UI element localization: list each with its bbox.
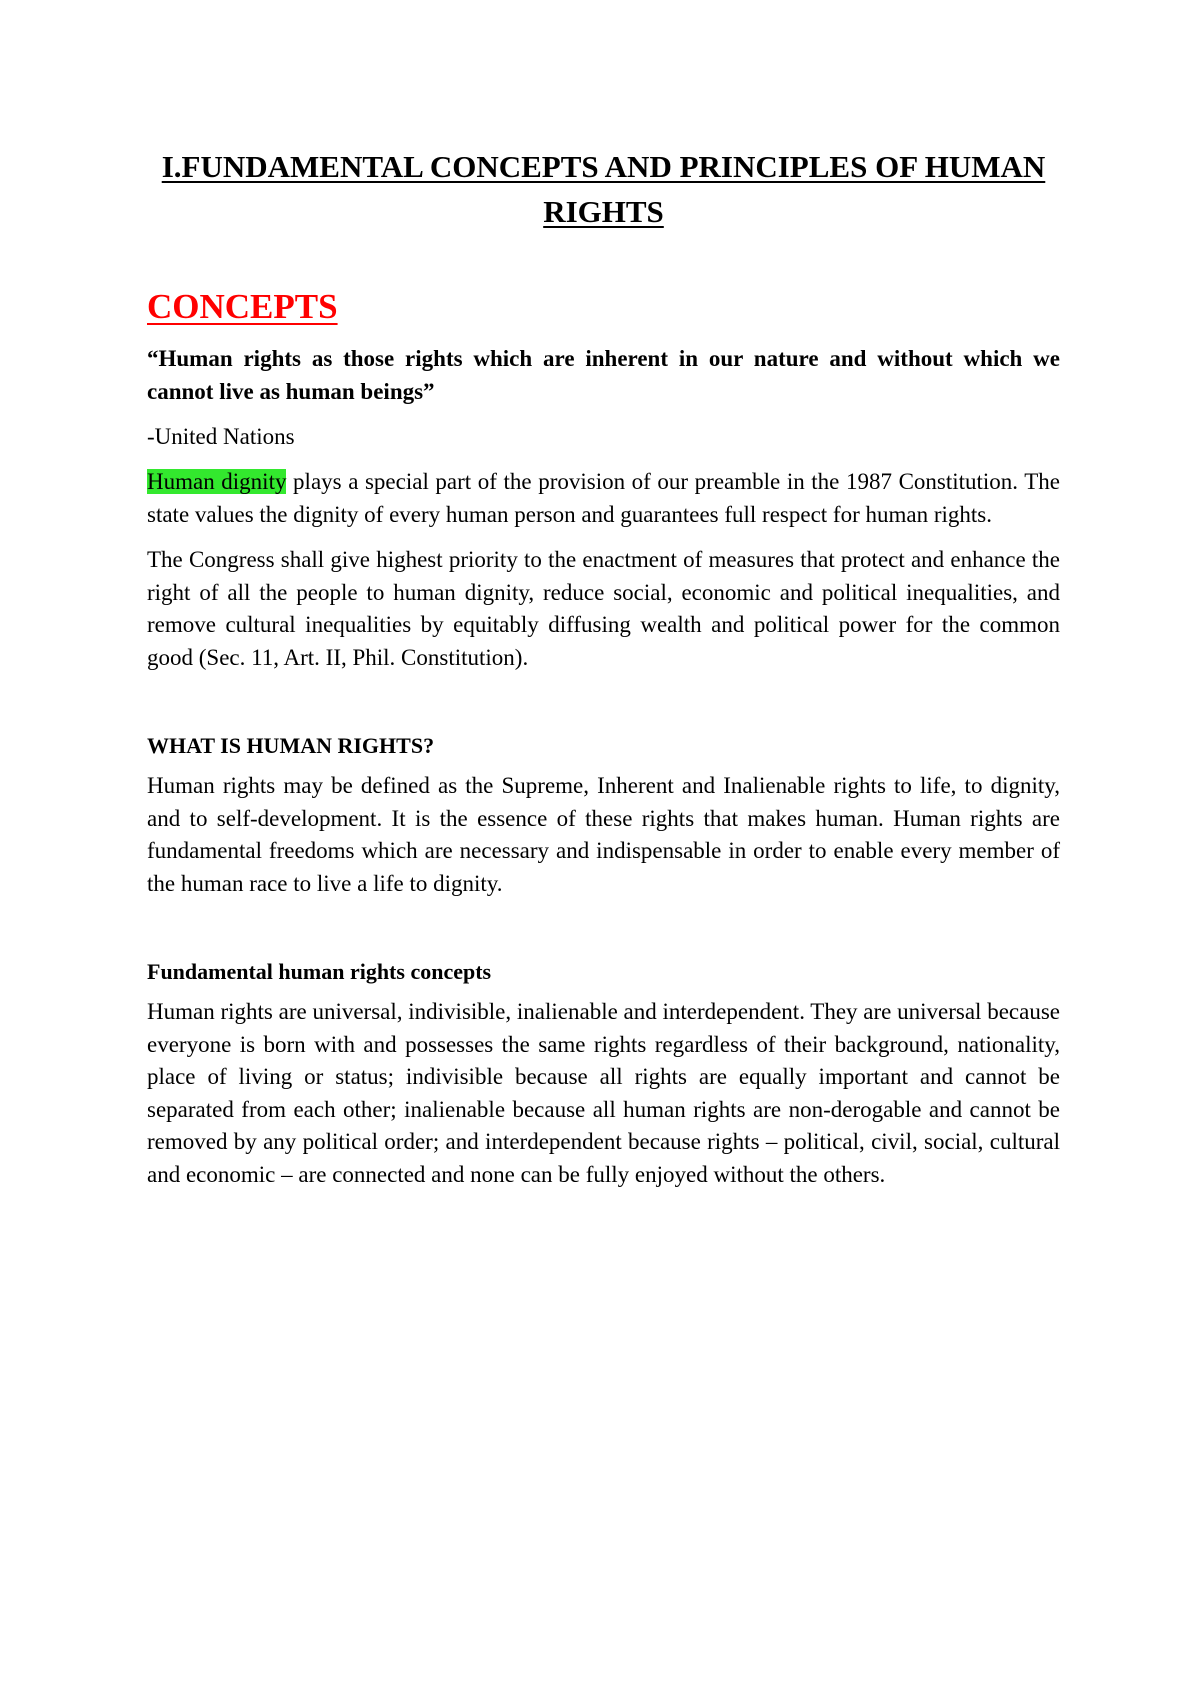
fundamental-concepts-paragraph: Human rights are universal, indivisible, inalienable and interdependent. They are universal because everyone is born with and possesses the same rights regardless of their background, nationality, place of living or status; indivisible because all rights are equally important and cannot be separated from each other; inalienable because all human rights are non-derogable and cannot be removed by any political order; and interdependent because rights – political, civil, social, cultural and economic – are connected and none can be fully enjoyed without the others. (147, 999, 1060, 1187)
quote-attribution: -United Nations (147, 424, 295, 449)
human-dignity-text: plays a special part of the provision of our preamble in the 1987 Constitution. The state values the dignity of every human person and guarantees full respect for human rights. (147, 469, 1060, 527)
highlighted-term: Human dignity (147, 469, 287, 494)
document-title: I.FUNDAMENTAL CONCEPTS AND PRINCIPLES OF HUMAN RIGHTS (161, 149, 1046, 229)
un-quote: “Human rights as those rights which are inherent in our nature and without which we cannot live as human beings” (147, 346, 1060, 404)
human-dignity-paragraph (147, 466, 1060, 531)
concepts-heading: CONCEPTS (147, 287, 338, 326)
congress-paragraph: The Congress shall give highest priority to the enactment of measures that protect and enhance the right of all the people to human dignity, reduce social, economic and political inequalities, and remove cultural inequalities by equitably diffusing wealth and political power for the common good (Sec. 11, Art. II, Phil. Constitution). (147, 547, 1060, 670)
document-body (147, 144, 1060, 1191)
what-is-human-rights-heading: WHAT IS HUMAN RIGHTS? (147, 733, 435, 758)
what-is-human-rights-paragraph: Human rights may be defined as the Supreme, Inherent and Inalienable rights to life, to dignity, and to self-development. It is the essence of these rights that makes human. Human rights are fundamental freedoms which are necessary and indispensable in order to enable every member of the human race to live a life to dignity. (147, 773, 1060, 896)
fundamental-concepts-heading: Fundamental human rights concepts (147, 959, 492, 984)
